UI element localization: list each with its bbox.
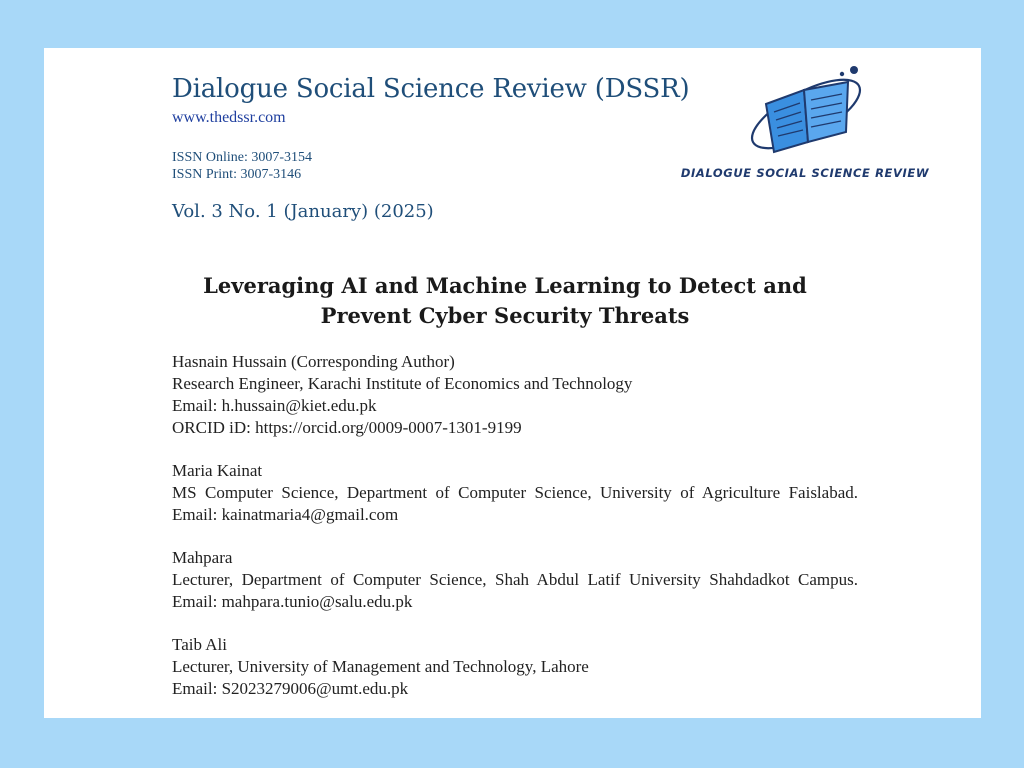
issn-online: ISSN Online: 3007-3154 (172, 150, 312, 165)
author-name: Taib Ali (172, 635, 228, 654)
journal-name: Dialogue Social Science Review (DSSR) (172, 74, 690, 104)
issn-block (172, 149, 312, 183)
paper-title-line-2: Prevent Cyber Security Threats (320, 303, 690, 328)
author-email[interactable]: Email: h.hussain@kiet.edu.pk (172, 396, 377, 415)
document-page (44, 48, 981, 718)
open-book-orbit-icon (744, 60, 874, 158)
author-affiliation: Lecturer, University of Management and Technology, Lahore (172, 657, 589, 676)
author-affiliation: Research Engineer, Karachi Institute of Economics and Technology (172, 374, 633, 393)
author-1 (172, 351, 858, 439)
author-2 (172, 460, 858, 526)
issn-print: ISSN Print: 3007-3146 (172, 167, 302, 182)
author-affiliation: MS Computer Science, Department of Computer Science, University of Agriculture Faislabad. Email: kainatmaria4@gmail.com (172, 483, 858, 524)
author-4 (172, 634, 858, 700)
author-email[interactable]: Email: S2023279006@umt.edu.pk (172, 679, 409, 698)
journal-website[interactable]: www.thedssr.com (172, 109, 286, 126)
author-3 (172, 547, 858, 613)
volume-issue: Vol. 3 No. 1 (January) (2025) (172, 201, 434, 222)
author-name: Hasnain Hussain (Corresponding Author) (172, 352, 455, 371)
paper-title-line-1: Leveraging AI and Machine Learning to Detect and (203, 273, 807, 298)
author-orcid[interactable]: ORCID iD: https://orcid.org/0009-0007-1301-9199 (172, 418, 522, 437)
logo-caption: DIALOGUE SOCIAL SCIENCE REVIEW (680, 166, 930, 180)
author-name: Mahpara (172, 548, 233, 567)
paper-title (154, 271, 856, 331)
author-name: Maria Kainat (172, 461, 263, 480)
author-affiliation: Lecturer, Department of Computer Science, Shah Abdul Latif University Shahdadkot Campus. Email: mahpara.tunio@salu.edu.pk (172, 570, 858, 611)
